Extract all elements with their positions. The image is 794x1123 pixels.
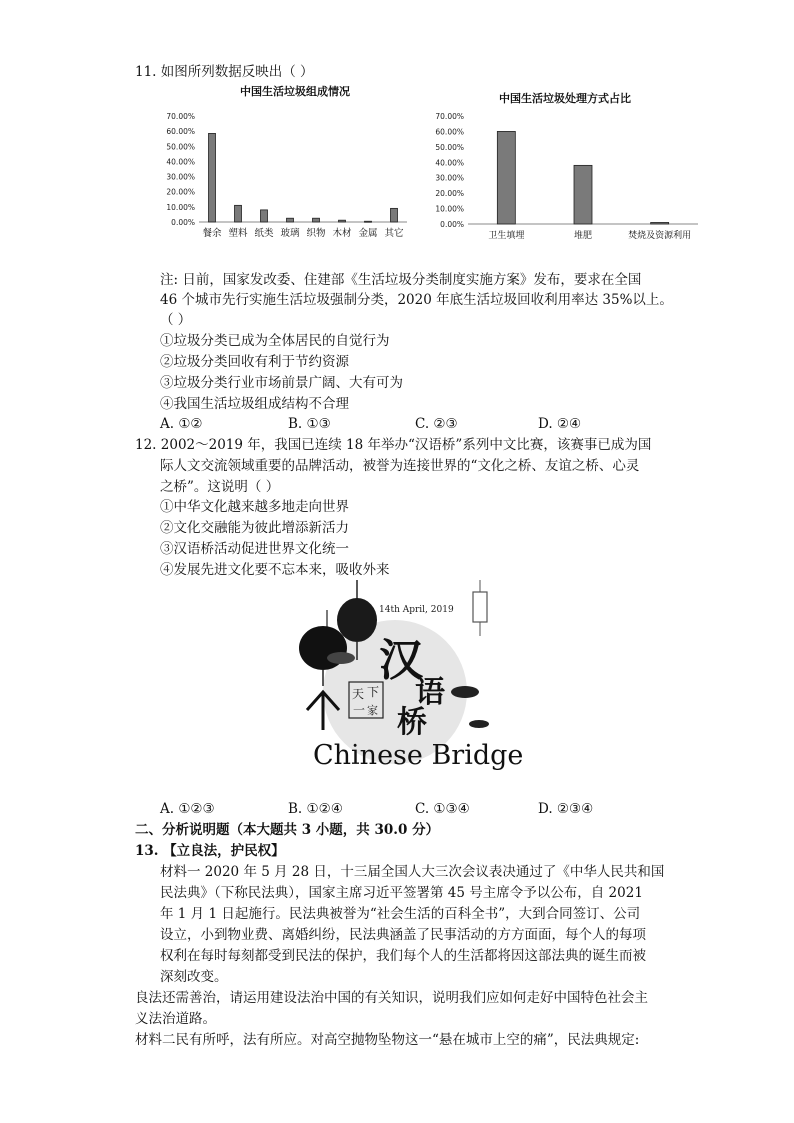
q12-option-c[interactable]: C. ①③④ — [415, 801, 470, 817]
bar — [339, 220, 346, 222]
y-tick-label: 60.00% — [166, 127, 195, 137]
q13-material1-line2: 民法典》（下称民法典），国家主席习近平签署第 45 号主席令予以公布，自 2021 — [160, 885, 643, 901]
q13-material1-line5: 权利在每时每刻都受到民法的保护，我们每个人的生活都将因这部法典的诞生而被 — [160, 948, 646, 964]
x-category-label: 卫生填埋 — [488, 231, 525, 241]
q12-option-a[interactable]: A. ①②③ — [160, 801, 215, 817]
y-tick-label: 0.00% — [171, 218, 195, 227]
x-category-label: 焚烧及资源利用 — [628, 231, 692, 241]
x-category-label: 金属 — [358, 228, 378, 239]
q13-question-line2: 义法治道路。 — [135, 1011, 216, 1027]
q12-item-1: ①中华文化越来越多地走向世界 — [160, 499, 349, 515]
y-tick-label: 50.00% — [435, 142, 464, 152]
chinese-bridge-logo-svg — [287, 580, 524, 772]
chart-title: 中国生活垃圾处理方式占比 — [499, 92, 631, 105]
chart-title: 中国生活垃圾组成情况 — [240, 85, 350, 98]
seal-char-yi: 一 — [353, 703, 366, 717]
y-tick-label: 60.00% — [435, 127, 464, 137]
y-tick-label: 10.00% — [435, 204, 464, 214]
q11-option-d[interactable]: D. ②④ — [538, 416, 582, 432]
x-category-label: 餐余 — [202, 228, 222, 239]
q11-item-3: ③垃圾分类行业市场前景广阔、大有可为 — [160, 375, 403, 391]
y-tick-label: 10.00% — [166, 202, 195, 212]
q11-note-line1: 注: 日前，国家发改委、住建部《生活垃圾分类制度实施方案》发布，要求在全国 — [160, 272, 642, 288]
q13-material1-line4: 设立，小到物业费、离婚纠纷，民法典涵盖了民事活动的方方面面，每个人的每项 — [160, 927, 646, 943]
y-tick-label: 40.00% — [166, 157, 195, 167]
logo-char-han: 汉 — [379, 635, 423, 686]
section-2-heading: 二、分析说明题（本大题共 3 小题，共 30.0 分） — [135, 822, 440, 838]
bar — [651, 222, 669, 224]
logo-english: Chinese Bridge — [313, 740, 524, 771]
bar — [574, 165, 592, 224]
q12-stem-line1: 12. 2002～2019 年，我国已连续 18 年举办“汉语桥”系列中文比赛，该赛事已成为国 — [135, 437, 652, 453]
y-tick-label: 30.00% — [435, 173, 464, 183]
bar — [235, 205, 242, 222]
y-tick-label: 20.00% — [435, 189, 464, 199]
q11-item-1: ①垃圾分类已成为全体居民的自觉行为 — [160, 333, 390, 349]
q12-item-3: ③汉语桥活动促进世界文化统一 — [160, 541, 349, 557]
q13-material1-line1: 材料一 2020 年 5 月 28 日，十三届全国人大三次会议表决通过了《中华人民共和国 — [160, 864, 665, 880]
chart-treatment-svg — [430, 88, 705, 253]
bar — [287, 218, 294, 222]
y-tick-label: 70.00% — [166, 112, 195, 121]
q12-option-b[interactable]: B. ①②④ — [288, 801, 343, 817]
bar — [391, 208, 398, 222]
q12-stem-line3: 之桥”。这说明（ ） — [160, 479, 280, 495]
x-category-label: 其它 — [384, 228, 404, 239]
q11-item-2: ②垃圾分类回收有利于节约资源 — [160, 354, 349, 370]
bar — [261, 210, 268, 222]
x-category-label: 纸类 — [254, 228, 274, 239]
small-lantern-icon — [473, 592, 487, 622]
q13-material1-line6: 深刻改变。 — [160, 969, 228, 985]
y-tick-label: 40.00% — [435, 158, 464, 168]
q11-item-4: ④我国生活垃圾组成结构不合理 — [160, 396, 349, 412]
cloud-icon — [327, 652, 355, 664]
y-tick-label: 70.00% — [435, 112, 464, 121]
q12-stem-line2: 际人文交流领域重要的品牌活动，被誉为连接世界的“文化之桥、友谊之桥、心灵 — [160, 458, 640, 474]
seal-char-jia: 家 — [367, 704, 378, 717]
q13-question-line1: 良法还需善治，请运用建设法治中国的有关知识，说明我们应如何走好中国特色社会主 — [135, 990, 648, 1006]
logo-date: 14th April, 2019 — [379, 605, 454, 615]
q11-note-line2: 46 个城市先行实施生活垃圾强制分类，2020 年底生活垃圾回收利用率达 35%以上。 — [160, 292, 673, 308]
bar — [365, 221, 372, 222]
bar — [209, 133, 216, 222]
cloud-right-icon — [451, 686, 479, 698]
bar — [497, 131, 515, 224]
q11-option-a[interactable]: A. ①② — [160, 416, 203, 432]
logo-char-qiao: 桥 — [397, 705, 427, 740]
q13-material1-line3: 年 1 月 1 日起施行。民法典被誉为“社会生活的百科全书”，大到合同签订、公司 — [160, 906, 641, 922]
seal-char-xia: 下 — [367, 685, 380, 699]
q11-option-b[interactable]: B. ①③ — [288, 416, 331, 432]
y-tick-label: 30.00% — [166, 172, 195, 182]
x-category-label: 堆肥 — [573, 231, 593, 241]
bar — [313, 218, 320, 222]
logo-char-yu: 语 — [415, 675, 445, 710]
chart-composition — [155, 82, 415, 256]
seal-char-tian: 天 — [352, 687, 365, 701]
y-tick-label: 50.00% — [166, 142, 195, 152]
q12-option-d[interactable]: D. ②③④ — [538, 801, 594, 817]
q12-item-4: ④发展先进文化要不忘本来，吸收外来 — [160, 562, 390, 578]
cloud-right-small-icon — [469, 720, 489, 728]
x-category-label: 织物 — [306, 228, 326, 239]
lantern-large-icon — [337, 598, 377, 642]
q13-material2: 材料二民有所呼，法有所应。对高空抛物坠物这一“悬在城市上空的痛”，民法典规定: — [135, 1032, 640, 1048]
q12-item-2: ②文化交融能为彼此增添新活力 — [160, 520, 349, 536]
y-tick-label: 0.00% — [440, 220, 464, 229]
chart-composition-svg — [155, 82, 415, 252]
q11-option-c[interactable]: C. ②③ — [415, 416, 458, 432]
q13-title: 13. 【立良法，护民权】 — [135, 843, 285, 859]
x-category-label: 玻璃 — [280, 228, 300, 239]
x-category-label: 塑料 — [228, 228, 248, 239]
y-tick-label: 20.00% — [166, 187, 195, 197]
q11-stem: 11. 如图所列数据反映出（ ） — [135, 64, 314, 80]
q11-blank: （ ） — [160, 312, 192, 328]
x-category-label: 木材 — [332, 228, 352, 239]
chinese-bridge-logo — [287, 580, 524, 772]
chart-treatment — [430, 88, 705, 257]
